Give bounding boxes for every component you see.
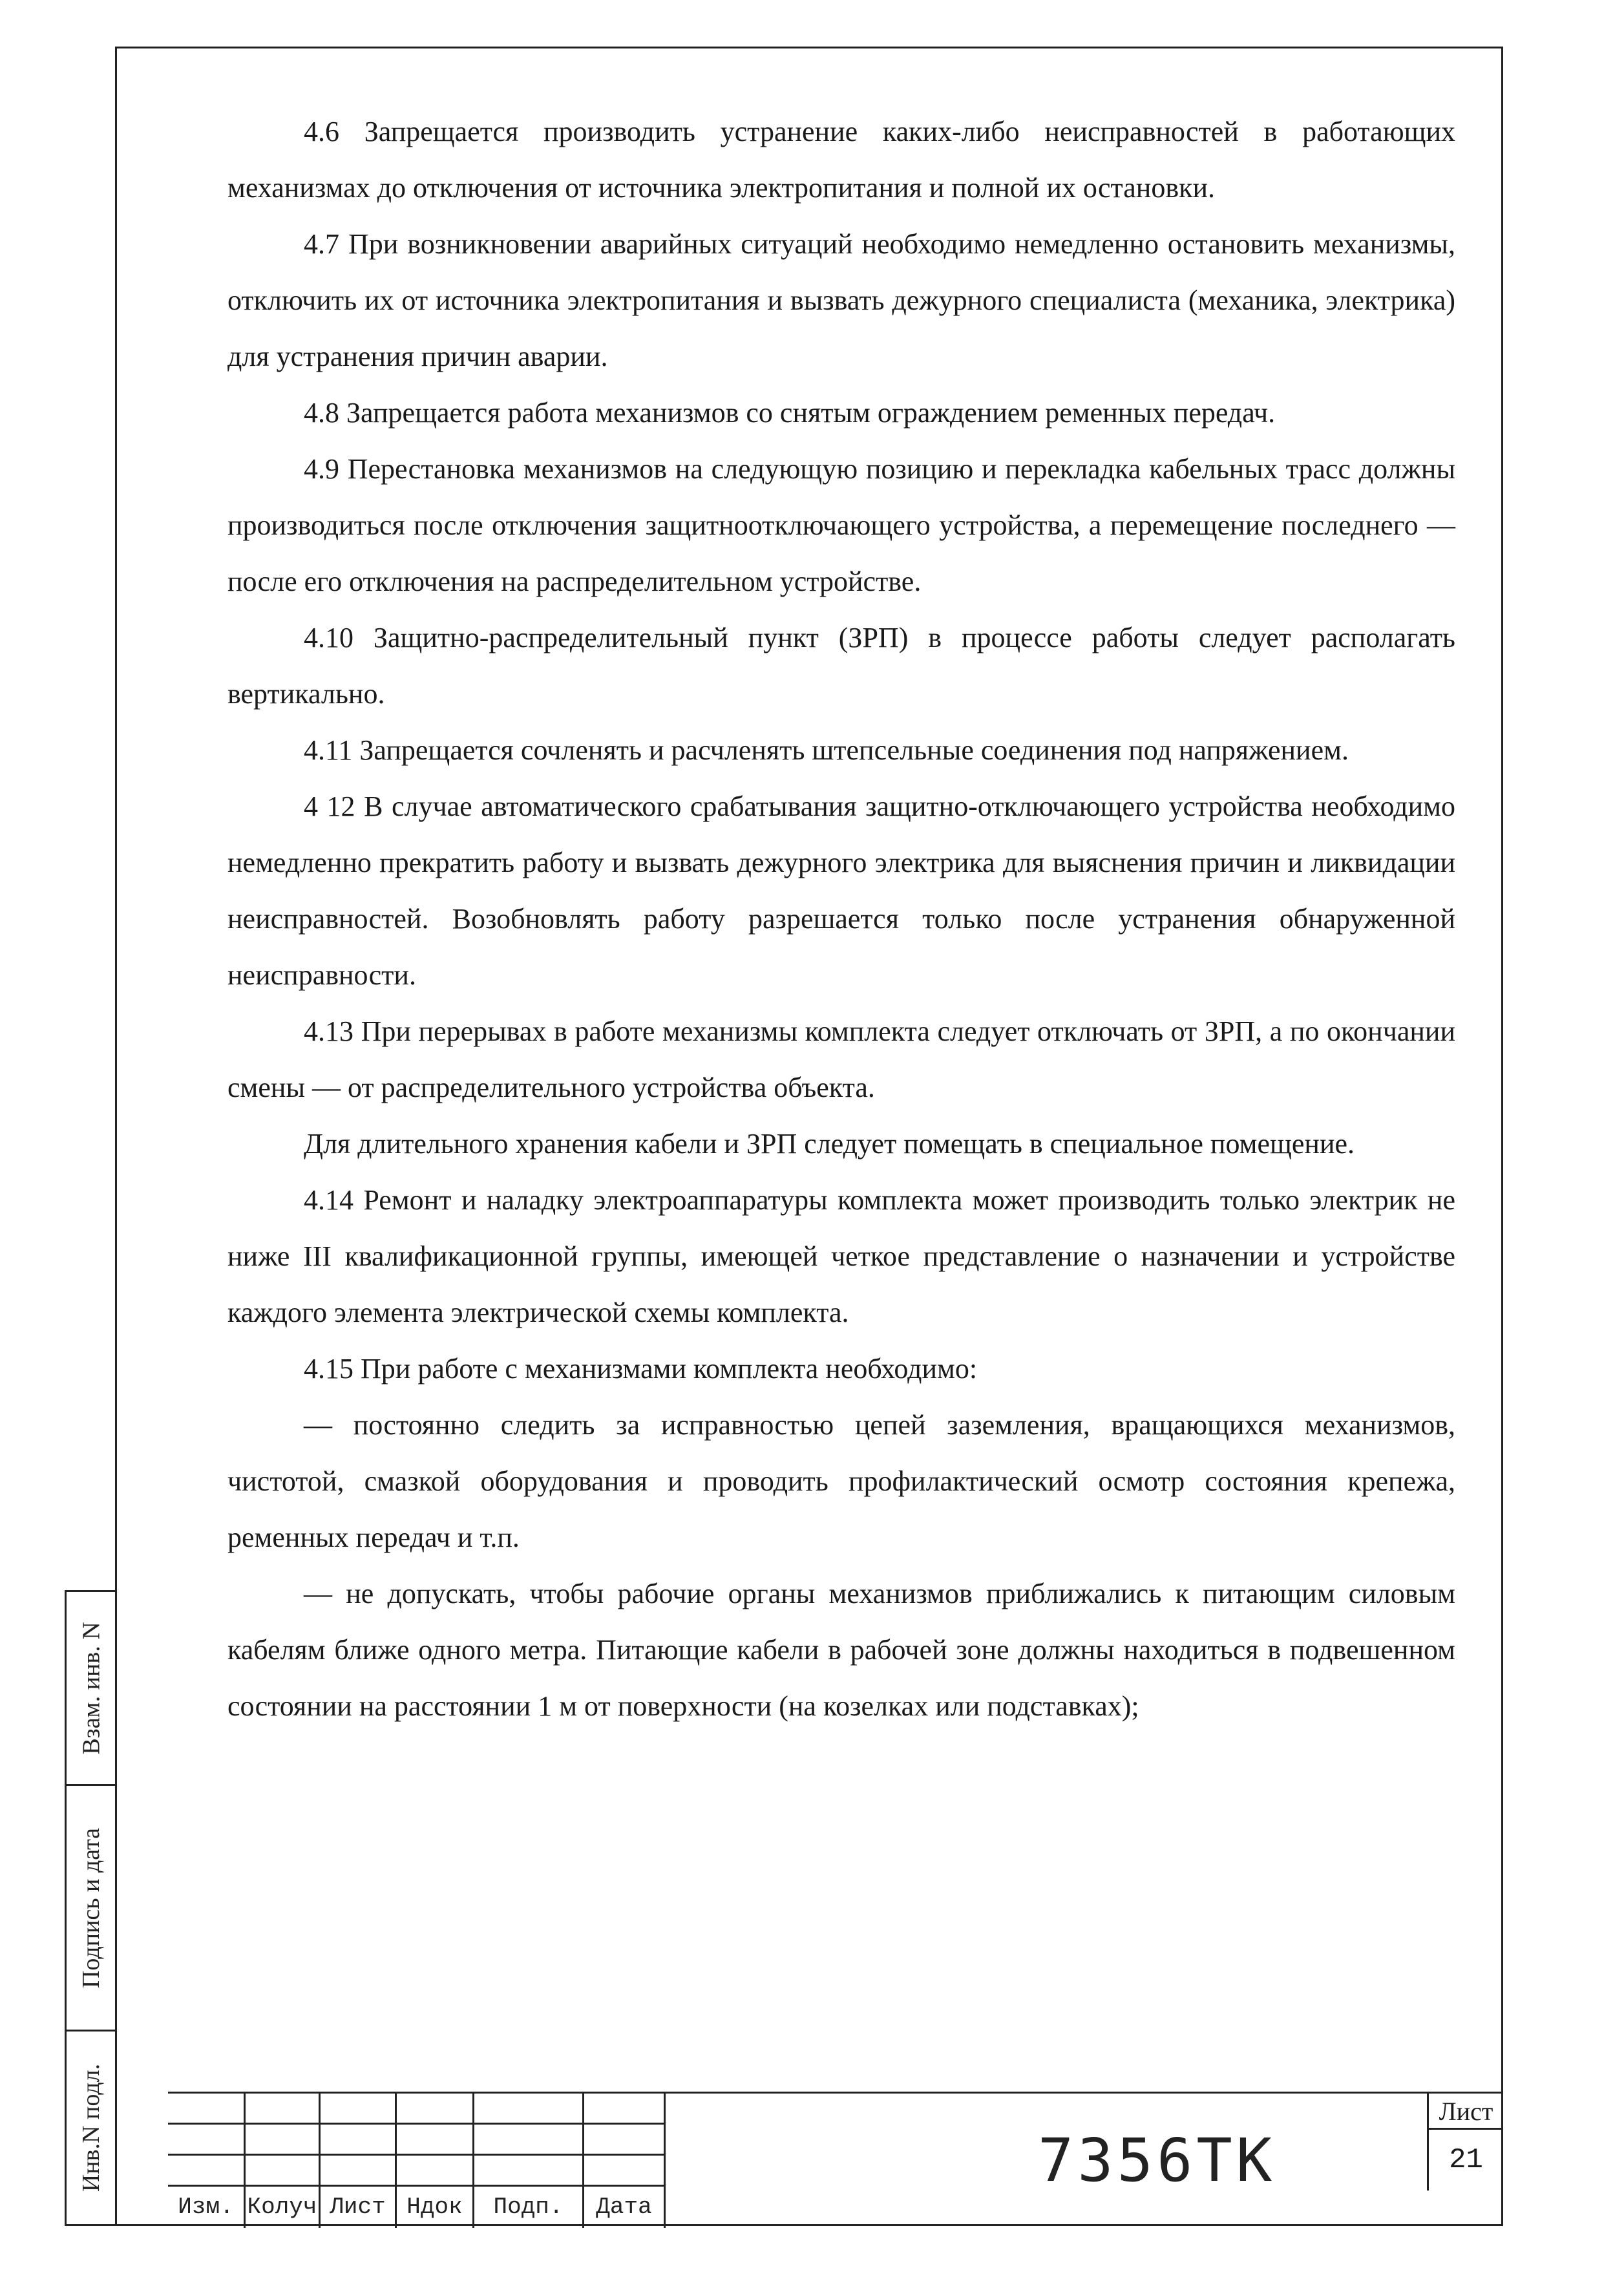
side-stamp-ref-inv xyxy=(67,1592,116,1786)
revision-cell xyxy=(168,2156,246,2187)
header-signature: Подп. xyxy=(474,2187,584,2228)
paragraph-4-8: 4.8 Запрещается работа механизмов со снятым ограждением ременных передач. xyxy=(304,397,1276,429)
paragraph-4-10: 4.10 Защитно-распределительный пункт (ЗРП) в процессе работы следует располагать вертикально. xyxy=(227,622,1455,710)
revision-cell xyxy=(168,2125,246,2156)
header-change: Изм. xyxy=(168,2187,246,2228)
sheet-label: Лист xyxy=(1429,2094,1503,2130)
revision-cell xyxy=(584,2094,666,2125)
document-body xyxy=(227,103,1455,1734)
revision-cell xyxy=(474,2125,584,2156)
sheet-number: 21 xyxy=(1449,2144,1483,2176)
paragraph-4-6: 4.6 Запрещается производить устранение каких-либо неисправностей в работающих механизмах до отключения от источника электропитания и полной их остановки. xyxy=(227,116,1455,204)
side-stamp xyxy=(65,1590,116,2226)
revision-cell xyxy=(474,2094,584,2125)
side-stamp-signature-date xyxy=(67,1786,116,2032)
side-stamp-orig-inv xyxy=(67,2032,116,2224)
revision-cell xyxy=(474,2156,584,2187)
side-stamp-signature-date-label: Подпись и дата xyxy=(78,1827,105,1988)
title-block xyxy=(168,2092,1503,2226)
revision-cell xyxy=(584,2125,666,2156)
document-code: 7356ТК xyxy=(1037,2126,1276,2195)
revision-cell xyxy=(321,2125,397,2156)
revision-cell xyxy=(168,2094,246,2125)
list-item-grounding: — постоянно следить за исправностью цепей заземления, вращающихся механизмов, чистотой, смазкой оборудования и проводить профилактический осмотр состояния крепежа, ременных передач и т.п. xyxy=(227,1409,1455,1553)
paragraph-4-12: 4 12 В случае автоматического срабатывания защитно-отключающего устройства необходимо немедленно прекратить работу и вызвать дежурного электрика для выяснения причин и ликвидации неисправностей. Возобновлять работу разрешается только после устранения обнаруженной неисправности. xyxy=(227,790,1455,991)
revision-cell xyxy=(397,2125,474,2156)
header-sheet: Лист xyxy=(321,2187,397,2228)
side-stamp-ref-inv-label: Взам. инв. N xyxy=(78,1621,105,1755)
header-date: Дата xyxy=(584,2187,666,2228)
paragraph-4-11: 4.11 Запрещается сочленять и расчленять штепсельные соединения под напряжением. xyxy=(304,734,1349,766)
paragraph-4-7: 4.7 При возникновении аварийных ситуаций необходимо немедленно остановить механизмы, отключить их от источника электропитания и вызвать дежурного специалиста (механика, электрика) для устранения причин аварии. xyxy=(227,228,1455,372)
sheet-box xyxy=(1427,2094,1503,2191)
revision-cell xyxy=(321,2156,397,2187)
side-stamp-orig-inv-label: Инв.N подл. xyxy=(78,2063,105,2192)
paragraph-4-14: 4.14 Ремонт и наладку электроаппаратуры комплекта может производить только электрик не ниже III квалификационной группы, имеющей четкое представление о назначении и устройстве каждого элемента электрической схемы комплекта. xyxy=(227,1184,1455,1328)
paragraph-4-15: 4.15 При работе с механизмами комплекта необходимо: xyxy=(304,1353,978,1385)
revision-cell xyxy=(321,2094,397,2125)
paragraph-4-9: 4.9 Перестановка механизмов на следующую позицию и перекладка кабельных трасс должны производиться после отключения защитноотключающего устройства, а перемещение последнего — после его отключения на распределительном устройстве. xyxy=(227,453,1455,597)
revision-cell xyxy=(246,2094,321,2125)
header-count: Колуч xyxy=(246,2187,321,2228)
list-item-cables: — не допускать, чтобы рабочие органы механизмов приближались к питающим силовым кабелям ближе одного метра. Питающие кабели в рабочей зоне должны находиться в подвешенном состоянии на расстоянии 1 м от поверхности (на козелках или подставках); xyxy=(227,1578,1455,1722)
revision-cell xyxy=(397,2156,474,2187)
header-doc-number: Ндок xyxy=(397,2187,474,2228)
revision-cell xyxy=(246,2156,321,2187)
paragraph-storage: Для длительного хранения кабели и ЗРП следует помещать в специальное помещение. xyxy=(304,1128,1355,1160)
paragraph-4-13: 4.13 При перерывах в работе механизмы комплекта следует отключать от ЗРП, а по окончании смены — от распределительного устройства объекта. xyxy=(227,1015,1455,1103)
revision-cell xyxy=(584,2156,666,2187)
revision-cell xyxy=(246,2125,321,2156)
revision-cell xyxy=(397,2094,474,2125)
